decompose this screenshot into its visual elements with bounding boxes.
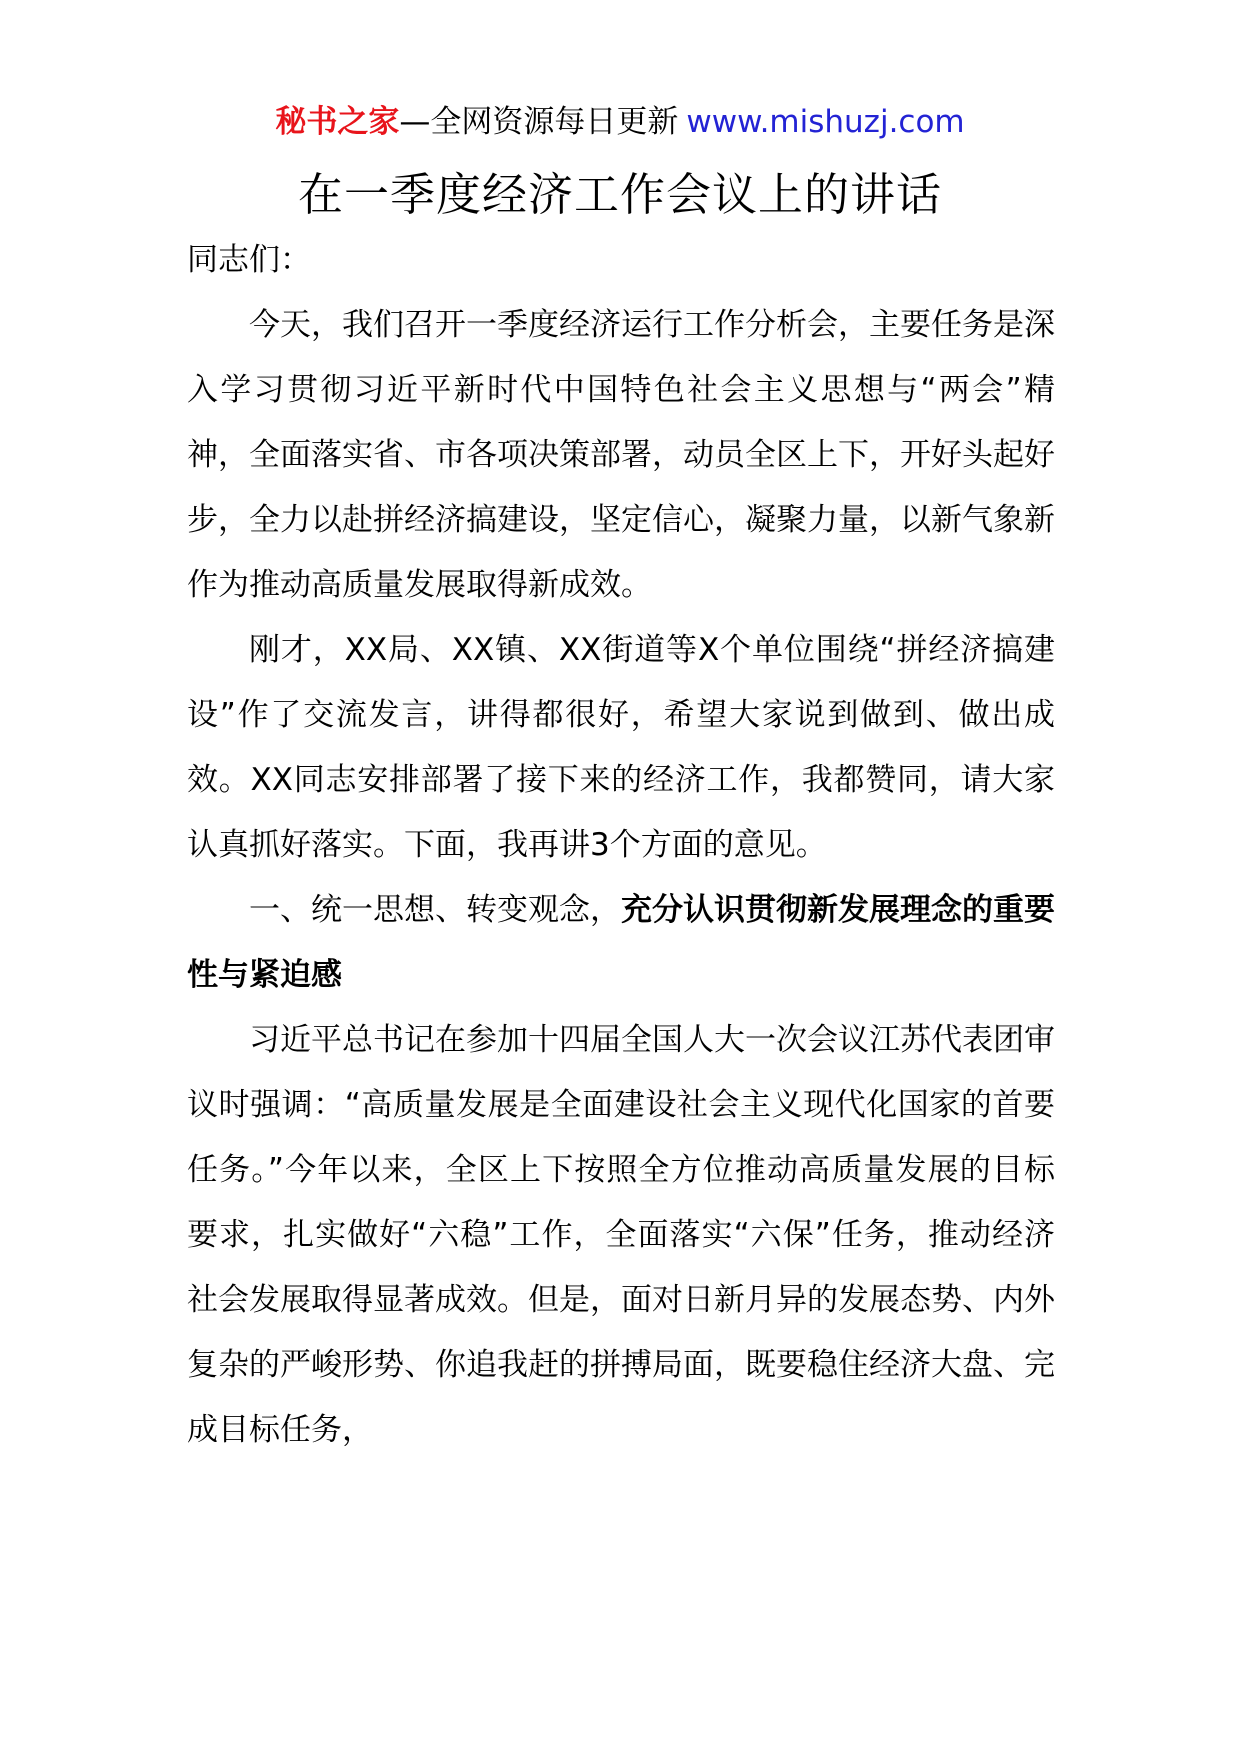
paragraph: 刚才，XX局、XX镇、XX街道等X个单位围绕“拼经济搞建设”作了交流发言，讲得都很好，希望大家说到做到、做出成效。XX同志安排部署了接下来的经济工作，我都赞同，请大家认真抓好落实。下面，我再讲3个方面的意见。 bbox=[187, 632, 1055, 863]
salutation: 同志们： bbox=[187, 242, 311, 278]
document-body bbox=[187, 228, 1055, 1463]
site-tagline: —全网资源每日更新 bbox=[399, 104, 679, 140]
section-heading bbox=[187, 878, 1055, 1008]
section-heading-emphasis: 充分认识贯彻新发展理念的重要性与紧迫感 bbox=[187, 892, 1055, 993]
document-title: 在一季度经济工作会议上的讲话 bbox=[297, 168, 942, 221]
site-header bbox=[0, 100, 1240, 144]
site-brand: 秘书之家 bbox=[275, 104, 400, 140]
section-heading-lead: 一、统一思想、转变观念， bbox=[249, 892, 621, 928]
paragraph: 习近平总书记在参加十四届全国人大一次会议江苏代表团审议时强调：“高质量发展是全面建设社会主义现代化国家的首要任务。”今年以来，全区上下按照全方位推动高质量发展的目标要求，扎实做好“六稳”工作，全面落实“六保”任务，推动经济社会发展取得显著成效。但是，面对日新月异的发展态势、内外复杂的严峻形势、你追我赶的拼搏局面，既要稳住经济大盘、完成目标任务， bbox=[187, 1022, 1055, 1448]
paragraph: 今天，我们召开一季度经济运行工作分析会，主要任务是深入学习贯彻习近平新时代中国特色社会主义思想与“两会”精神，全面落实省、市各项决策部署，动员全区上下，开好头起好步，全力以赴拼经济搞建设，坚定信心，凝聚力量，以新气象新作为推动高质量发展取得新成效。 bbox=[187, 307, 1055, 603]
site-url-link[interactable]: www.mishuzj.com bbox=[686, 104, 965, 140]
